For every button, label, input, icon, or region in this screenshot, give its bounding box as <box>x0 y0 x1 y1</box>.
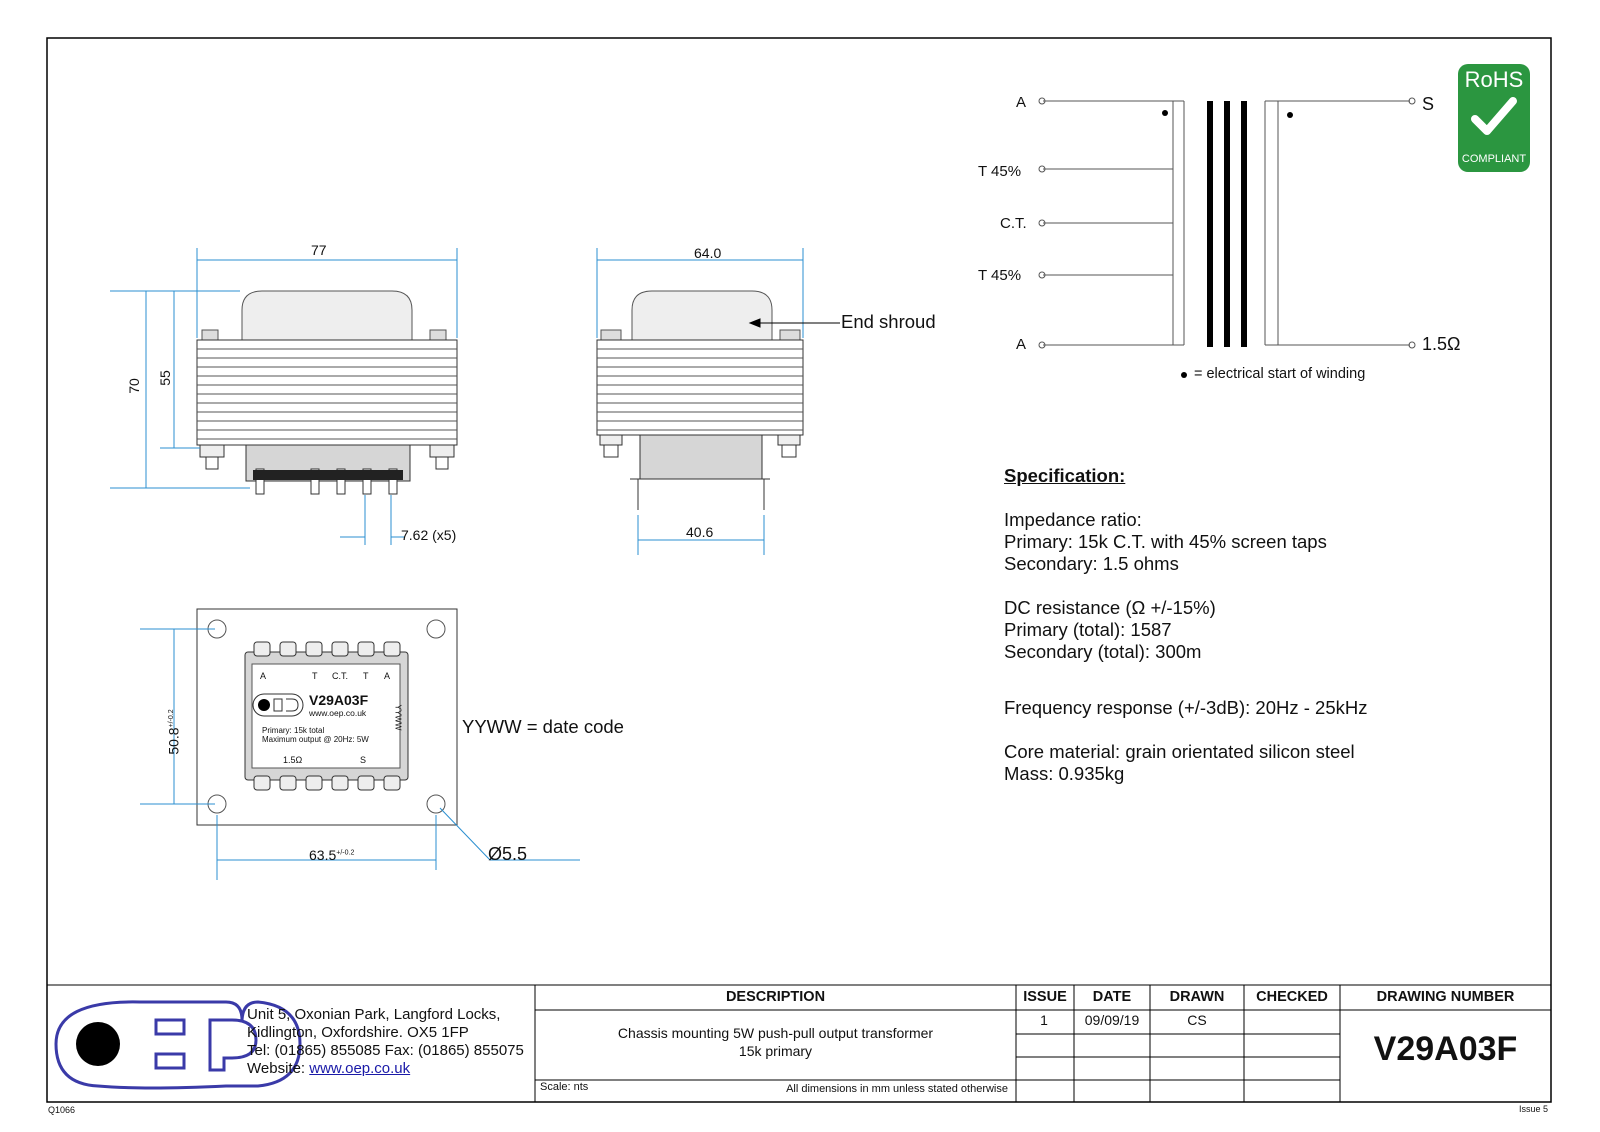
tap-label-1-5-ohm: 1.5Ω <box>1422 334 1461 354</box>
date-header: DATE <box>1092 989 1132 1005</box>
description-header: DESCRIPTION <box>725 989 826 1005</box>
spec-impedance-primary: Primary: 15k C.T. with 45% screen taps <box>1004 531 1327 552</box>
spec-core-material: Core material: grain orientated silicon steel <box>1004 741 1355 762</box>
issue-value: 1 <box>1040 1012 1048 1028</box>
specification-block <box>1004 465 1367 785</box>
drawing-number-value: V29A03F <box>1373 1030 1518 1068</box>
drawn-header: DRAWN <box>1169 989 1225 1005</box>
dim-front-width: 77 <box>311 242 327 258</box>
dim-side-width: 64.0 <box>694 245 722 261</box>
address-line-2: Kidlington, Oxfordshire. OX5 1FP <box>247 1024 469 1041</box>
rohs-title: RoHS <box>1464 67 1524 92</box>
spec-mass: Mass: 0.935kg <box>1004 763 1125 784</box>
address-line-1: Unit 5, Oxonian Park, Langford Locks, <box>247 1006 501 1023</box>
label-website: www.oep.co.uk <box>309 708 367 718</box>
tap-label-a-bottom: A <box>1016 336 1027 353</box>
tap-label-ct: C.T. <box>1000 215 1027 232</box>
drawing-number-header: DRAWING NUMBER <box>1376 989 1515 1005</box>
legend-dot <box>1181 372 1187 378</box>
dim-bottom-vertical <box>166 709 182 754</box>
tap-label-a-top: A <box>1016 94 1027 111</box>
dim-side-base: 40.6 <box>686 524 714 540</box>
dim-front-height-body: 55 <box>156 370 173 386</box>
sheet-issue: Issue 5 <box>1518 1104 1548 1114</box>
winding-start-legend: = electrical start of winding <box>1194 366 1366 382</box>
dim-bottom-vertical-tolerance: +/-0.2 <box>168 709 176 728</box>
dim-bottom-horizontal <box>309 847 354 863</box>
description-line-1: Chassis mounting 5W push-pull output transformer <box>617 1025 934 1041</box>
dim-hole-diameter: Ø5.5 <box>488 844 528 864</box>
company-address <box>247 1006 524 1078</box>
side-view-drawing <box>597 291 803 510</box>
checkmark-icon <box>1469 95 1519 139</box>
label-logo-mark <box>253 694 303 716</box>
drawn-value: CS <box>1187 1012 1207 1028</box>
rohs-compliant: COMPLIANT <box>1461 153 1527 165</box>
issue-header: ISSUE <box>1023 989 1067 1005</box>
website-line <box>247 1060 524 1078</box>
website-label: Website: <box>247 1060 306 1077</box>
transformer-core-lines <box>1210 101 1244 347</box>
label-secondary-1-5: 1.5Ω <box>283 755 303 765</box>
spec-dc-secondary: Secondary (total): 300m <box>1004 641 1202 662</box>
dim-bottom-horizontal-tolerance: +/-0.2 <box>336 849 355 857</box>
date-code-note: YYWW = date code <box>462 716 624 737</box>
spec-dc-title: DC resistance (Ω +/-15%) <box>1004 597 1216 618</box>
dim-pin-pitch: 7.62 (x5) <box>401 527 457 543</box>
pin-label-a-left: A <box>260 671 267 681</box>
winding-start-dot-primary <box>1162 110 1168 116</box>
spec-title: Specification: <box>1004 465 1126 486</box>
dim-bottom-vertical-value: 50.8 <box>165 727 182 755</box>
dim-front-height-total: 70 <box>125 378 142 394</box>
checked-header: CHECKED <box>1256 989 1328 1005</box>
label-secondary-s: S <box>360 755 367 765</box>
front-view-drawing <box>197 291 457 494</box>
description-line-2: 15k primary <box>738 1043 813 1059</box>
pin-label-t-right: T <box>363 671 369 681</box>
pin-label-ct: C.T. <box>332 671 349 681</box>
tap-label-s: S <box>1422 94 1435 114</box>
dimensions-note: All dimensions in mm unless stated otherwise <box>786 1083 1008 1095</box>
pin-label-t-left: T <box>312 671 318 681</box>
spec-dc-primary: Primary (total): 1587 <box>1004 619 1172 640</box>
end-shroud-callout: End shroud <box>841 311 936 332</box>
address-line-3: Tel: (01865) 855085 Fax: (01865) 855075 <box>247 1042 524 1059</box>
label-date-mark: YYWW <box>393 704 403 731</box>
label-primary-line: Primary: 15k total <box>262 726 325 735</box>
winding-start-dot-secondary <box>1287 112 1293 118</box>
rohs-badge <box>1458 64 1530 172</box>
spec-impedance-title: Impedance ratio: <box>1004 509 1142 530</box>
pin-label-a-right: A <box>384 671 391 681</box>
spec-frequency-response: Frequency response (+/-3dB): 20Hz - 25kHz <box>1004 697 1368 718</box>
tap-label-t-upper: T 45% <box>978 163 1022 180</box>
form-code: Q1066 <box>48 1105 76 1115</box>
part-number-label: V29A03F <box>309 692 369 708</box>
spec-impedance-secondary: Secondary: 1.5 ohms <box>1004 553 1179 574</box>
scale-note: Scale: nts <box>540 1081 589 1093</box>
label-max-output-line: Maximum output @ 20Hz: 5W <box>262 735 369 744</box>
website-link[interactable]: www.oep.co.uk <box>309 1060 411 1077</box>
tap-label-t-lower: T 45% <box>978 267 1022 284</box>
date-value: 09/09/19 <box>1084 1012 1140 1028</box>
dim-bottom-horizontal-value: 63.5 <box>309 847 337 863</box>
